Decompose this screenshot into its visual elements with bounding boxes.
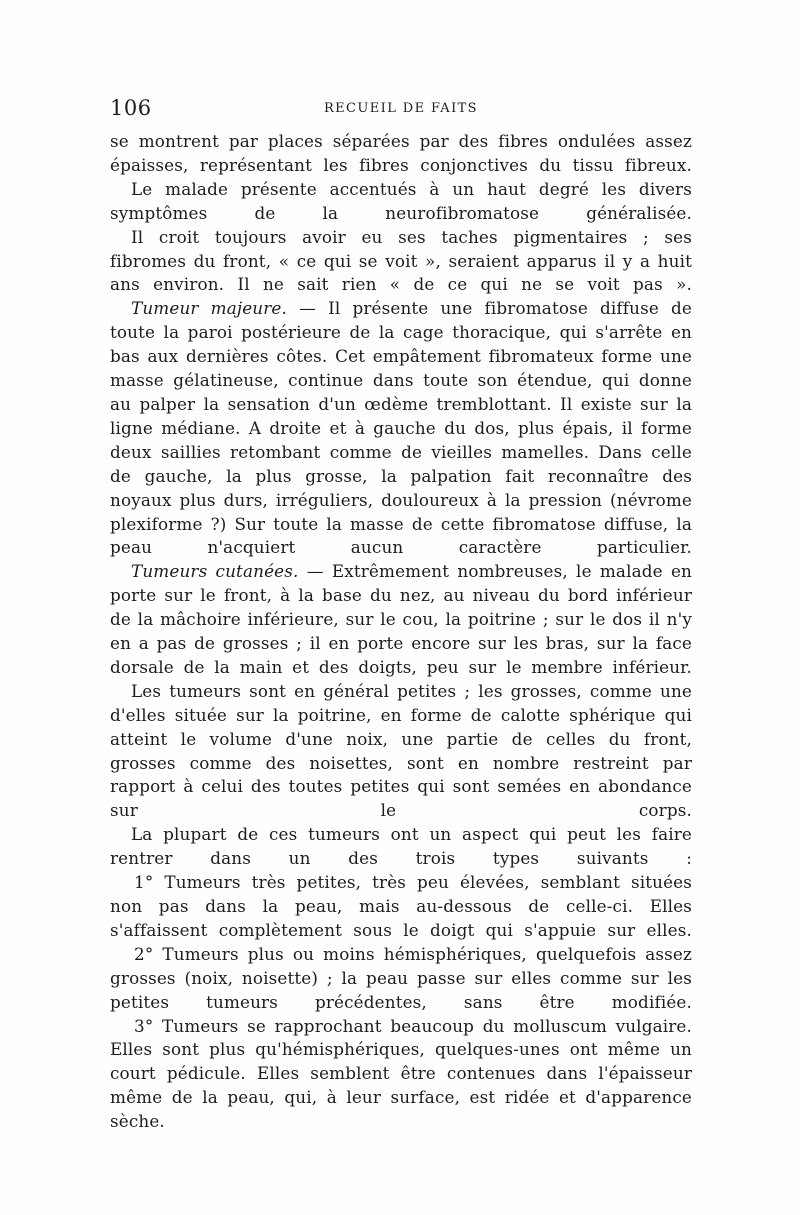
running-title: RECUEIL DE FAITS: [323, 101, 478, 116]
paragraph-continuation: [110, 130, 692, 178]
paragraph-text: La plupart de ces tumeurs ont un aspect qui peut les faire rentrer dans un des trois types suivants :: [110, 824, 692, 869]
paragraph-text: — Extrêmement nombreuses, le malade en porte sur le front, à la base du nez, au niveau du bord inférieur de la mâchoire inférieure, sur le cou, la poitrine ; sur le dos il n'y en a pas de grosses ; il en porte encore sur les bras, sur la face dorsale de la main et des doigts, peu sur le membre inférieur.: [110, 561, 692, 677]
page-header: [110, 95, 692, 125]
paragraph-type-3: [110, 1015, 692, 1135]
paragraph-text: Il croit toujours avoir eu ses taches pigmentaires ; ses fibromes du front, « ce qui se voit », seraient apparus il y a huit ans environ. Il ne sait rien « de ce qui ne se voit pas ».: [110, 226, 692, 295]
paragraph-text: Les tumeurs sont en général petites ; les grosses, comme une d'elles située sur la poitrine, en forme de calotte sphérique qui atteint le volume d'une noix, une partie de celles du front, grosses comme des noisettes, sont en nombre restreint par rapport à celui des toutes petites qui sont semées en abondance sur le corps.: [110, 680, 692, 821]
section-lead: Tumeur majeure.: [131, 298, 287, 319]
paragraph-tumor-sizes: [110, 680, 692, 823]
body-text: [110, 130, 692, 1134]
paragraph-major-tumor: [110, 297, 692, 560]
section-lead: Tumeurs cutanées.: [131, 561, 299, 582]
page-number: 106: [110, 96, 152, 120]
paragraph-text: Le malade présente accentués à un haut degré les divers symptômes de la neurofibromatose généralisée.: [110, 178, 692, 223]
paragraph-text: — Il présente une fibromatose diffuse de toute la paroi postérieure de la cage thoracique, qui s'arrête en bas aux dernières côtes. Cet empâtement fibromateux forme une masse gélatineuse, continue dans toute son étendue, qui donne au palper la sensation d'un œdème tremblottant. Il existe sur la ligne médiane. A droite et à gauche du dos, plus épais, il forme deux saillies retombant comme de vieilles mamelles. Dans celle de gauche, la plus grosse, la palpation fait reconnaître des noyaux plus durs, irréguliers, douloureux à la pression (névrome plexiforme ?) Sur toute la masse de cette fibromatose diffuse, la peau n'acquiert aucun caractère particulier.: [110, 298, 692, 558]
paragraph-symptoms: [110, 178, 692, 226]
paragraph-history: [110, 226, 692, 298]
paragraph-text: 3° Tumeurs se rapprochant beaucoup du molluscum vulgaire. Elles sont plus qu'hémisphériques, quelques-unes ont même un court pédicule. Elles semblent être contenues dans l'épaisseur même de la peau, qui, à leur surface, est ridée et d'apparence sèche.: [110, 1015, 692, 1132]
paragraph-type-1: [110, 871, 692, 943]
paragraph-type-2: [110, 943, 692, 1015]
paragraph-text: 2° Tumeurs plus ou moins hémisphériques, quelquefois assez grosses (noix, noisette) ; la peau passe sur elles comme sur les petites tumeurs précédentes, sans être modifiée.: [110, 943, 692, 1012]
paragraph-text: 1° Tumeurs très petites, très peu élevées, semblant situées non pas dans la peau, mais au-dessous de celle-ci. Elles s'affaissent complètement sous le doigt qui s'appuie sur elles.: [110, 872, 692, 940]
paragraph-three-types: [110, 823, 692, 871]
paragraph-cutaneous-tumors: [110, 560, 692, 680]
paragraph-text: se montrent par places séparées par des fibres ondulées assez épaisses, représentant les fibres conjonctives du tissu fibreux.: [110, 131, 692, 175]
